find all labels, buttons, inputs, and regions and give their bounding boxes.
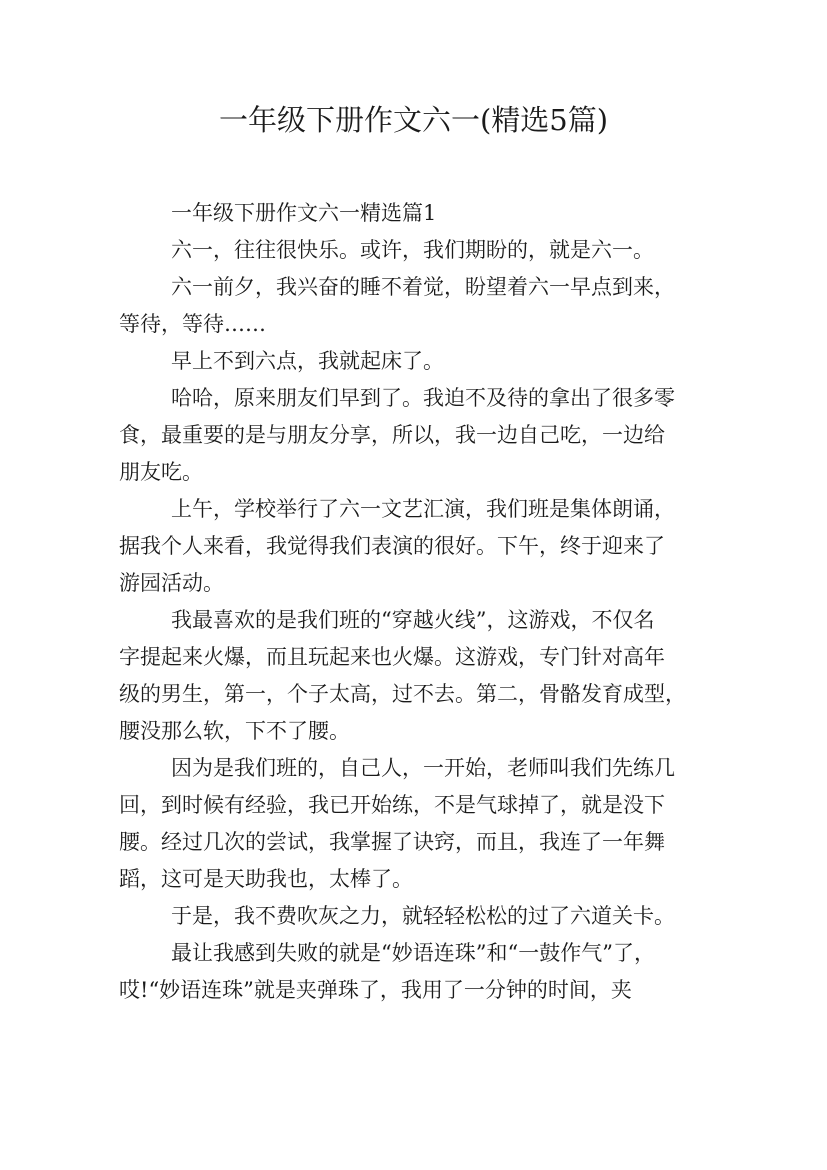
document-title: 一年级下册作文六一(精选5篇) [218, 103, 609, 137]
text-line: 早上不到六点，我就起床了。 [171, 349, 444, 373]
paragraph [119, 491, 709, 602]
text-line: 级的男生，第一，个子太高，过不去。第二，骨骼发育成型， [119, 682, 686, 706]
text-line: 上午，学校举行了六一文艺汇演，我们班是集体朗诵， [171, 497, 675, 521]
text-line: 一年级下册作文六一精选篇1 [171, 201, 437, 225]
paragraph [119, 343, 709, 380]
paragraph [119, 602, 709, 750]
paragraph [119, 195, 709, 232]
text-line: 游园活动。 [119, 571, 224, 595]
text-line: 哈哈，原来朋友们早到了。我迫不及待的拿出了很多零 [171, 386, 675, 410]
text-line: 我最喜欢的是我们班的“穿越火线”，这游戏，不仅名 [171, 608, 655, 632]
paragraph [119, 935, 709, 1009]
text-line: 回，到时候有经验，我已开始练，不是气球掉了，就是没下 [119, 793, 665, 817]
text-line: 据我个人来看，我觉得我们表演的很好。下午，终于迎来了 [119, 534, 665, 558]
paragraph [119, 380, 709, 491]
paragraph [119, 269, 709, 343]
paragraph [119, 232, 709, 269]
text-line: 六一，往往很快乐。或许，我们期盼的，就是六一。 [171, 238, 654, 262]
text-line: 蹈，这可是天助我也，太棒了。 [119, 867, 413, 891]
text-line: 食，最重要的是与朋友分享，所以，我一边自己吃，一边给 [119, 423, 665, 447]
text-line: 最让我感到失败的就是“妙语连珠”和“一鼓作气”了， [171, 941, 655, 965]
text-line: 朋友吃。 [119, 460, 203, 484]
text-line: 于是，我不费吹灰之力，就轻轻松松的过了六道关卡。 [171, 904, 675, 928]
text-line: 因为是我们班的，自己人，一开始，老师叫我们先练几 [171, 756, 675, 780]
text-line: 字提起来火爆，而且玩起来也火爆。这游戏，专门针对高年 [119, 645, 665, 669]
text-line: 腰没那么软，下不了腰。 [119, 719, 350, 743]
text-line: 腰。经过几次的尝试，我掌握了诀窍，而且，我连了一年舞 [119, 830, 665, 854]
text-line: 六一前夕，我兴奋的睡不着觉，盼望着六一早点到来， [171, 275, 675, 299]
document-body [119, 195, 709, 1009]
paragraph [119, 898, 709, 935]
paragraph [119, 750, 709, 898]
text-line: 等待，等待…… [119, 312, 266, 336]
text-line: 哎!“妙语连珠”就是夹弹珠了，我用了一分钟的时间，夹 [119, 978, 632, 1002]
